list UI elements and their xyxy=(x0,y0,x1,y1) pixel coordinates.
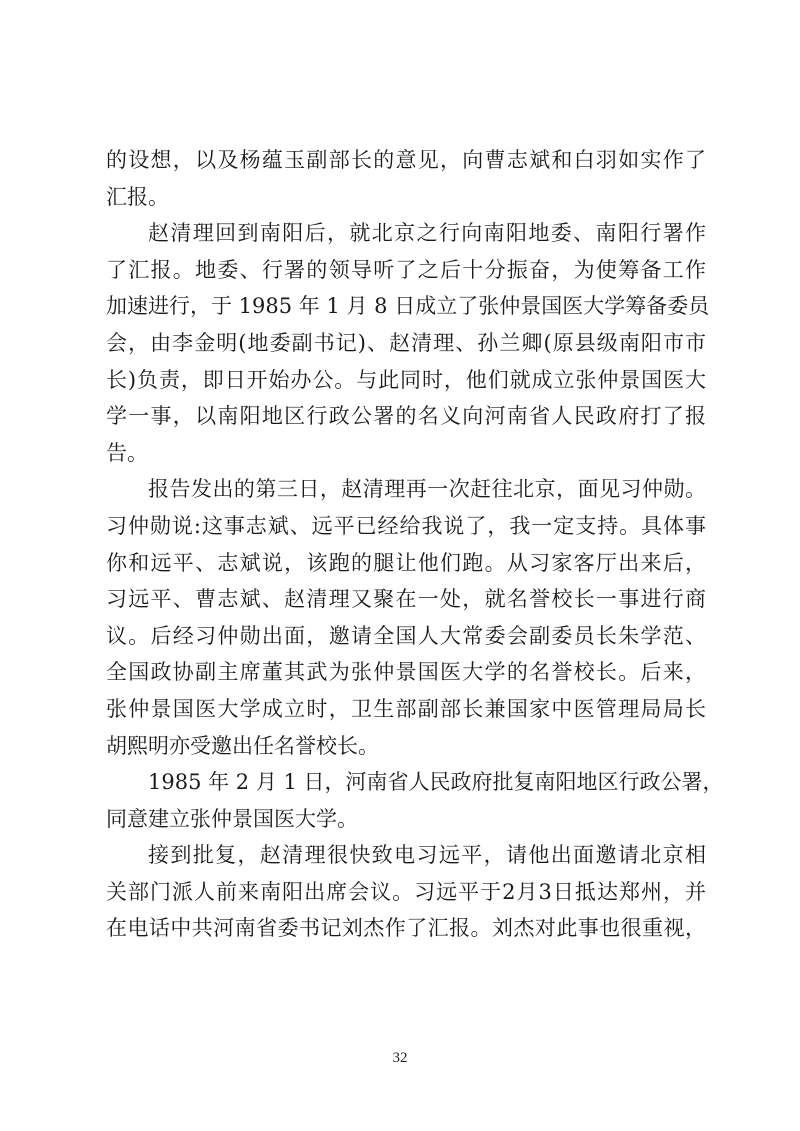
text-line: 张仲景国医大学成立时，卫生部副部长兼国家中医管理局局长 xyxy=(106,696,706,721)
text-line: 长)负责，即日开始办公。与此同时，他们就成立张仲景国医大 xyxy=(106,367,706,392)
text-line: 关部门派人前来南阳出席会议。习远平于2月3日抵达郑州，并 xyxy=(106,879,706,904)
text-line: 会，由李金明(地委副书记)、赵清理、孙兰卿(原县级南阳市市 xyxy=(106,330,706,355)
text-line: 告。 xyxy=(106,440,148,465)
text-line: 学一事，以南阳地区行政公署的名义向河南省人民政府打了报 xyxy=(106,404,706,429)
page-number: 32 xyxy=(392,1050,408,1066)
text-line: 了汇报。地委、行署的领导听了之后十分振奋，为使筹备工作 xyxy=(106,257,706,282)
text-line: 报告发出的第三日，赵清理再一次赶往北京，面见习仲勋。 xyxy=(148,477,706,502)
text-line: 赵清理回到南阳后，就北京之行向南阳地委、南阳行署作 xyxy=(148,221,706,246)
text-line: 加速进行，于 1985 年 1 月 8 日成立了张仲景国医大学筹备委员 xyxy=(106,294,710,319)
text-line: 汇报。 xyxy=(106,184,169,209)
text-line: 胡熙明亦受邀出任名誉校长。 xyxy=(106,733,379,758)
text-line: 接到批复，赵清理很快致电习远平，请他出面邀请北京相 xyxy=(148,843,706,868)
text-line: 习仲勋说:这事志斌、远平已经给我说了，我一定支持。具体事 xyxy=(106,513,706,538)
text-line: 1985 年 2 月 1 日，河南省人民政府批复南阳地区行政公署， xyxy=(148,770,724,795)
text-line: 的设想，以及杨蕴玉副部长的意见，向曹志斌和白羽如实作了 xyxy=(106,148,706,172)
text-line: 同意建立张仲景国医大学。 xyxy=(106,806,358,831)
text-line: 你和远平、志斌说，该跑的腿让他们跑。从习家客厅出来后， xyxy=(106,550,706,575)
text-line: 全国政协副主席董其武为张仲景国医大学的名誉校长。后来， xyxy=(106,660,706,685)
body-text xyxy=(106,142,724,947)
text-line: 在电话中共河南省委书记刘杰作了汇报。刘杰对此事也很重视， xyxy=(106,916,706,941)
text-line: 习远平、曹志斌、赵清理又聚在一处，就名誉校长一事进行商 xyxy=(106,587,706,612)
text-line: 议。后经习仲勋出面，邀请全国人大常委会副委员长朱学范、 xyxy=(106,623,706,648)
